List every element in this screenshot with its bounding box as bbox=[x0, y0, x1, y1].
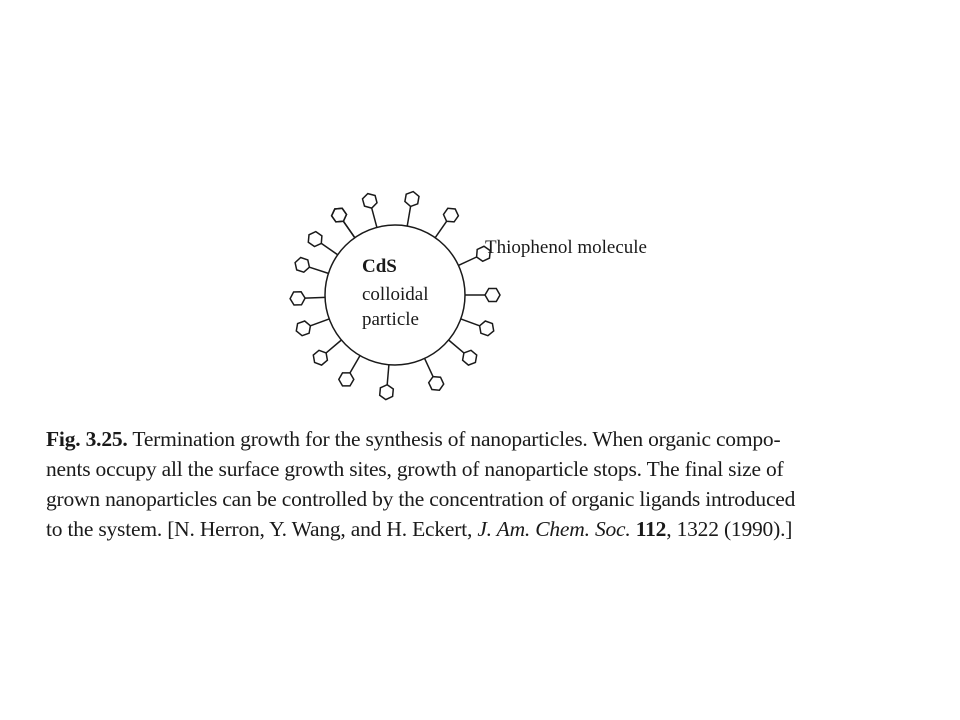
benzene-ring-icon bbox=[405, 192, 419, 207]
benzene-ring-icon bbox=[480, 321, 494, 336]
ligand-bond bbox=[449, 340, 464, 353]
benzene-ring-icon bbox=[332, 208, 347, 222]
ligand-bond bbox=[321, 243, 337, 254]
particle-label-cds: CdS bbox=[362, 256, 397, 277]
caption-text-1: Termination growth for the synthesis of nanoparticles. When organic compo- bbox=[127, 427, 781, 451]
ligand-bond bbox=[350, 356, 360, 373]
ligand-bond bbox=[309, 267, 328, 273]
benzene-ring-icon bbox=[485, 289, 500, 302]
journal-volume: 112 bbox=[630, 517, 667, 541]
benzene-ring-icon bbox=[463, 350, 477, 365]
benzene-ring-icon bbox=[363, 194, 378, 209]
caption-line-3: grown nanoparticles can be controlled by the concentration of organic ligands introduced bbox=[46, 487, 796, 511]
benzene-ring-icon bbox=[444, 208, 459, 222]
particle-label-particle: particle bbox=[362, 309, 419, 330]
benzene-ring-icon bbox=[295, 258, 309, 273]
ligand-bond bbox=[305, 297, 325, 298]
benzene-ring-icon bbox=[429, 377, 444, 391]
ligand-bond bbox=[326, 340, 341, 353]
figure-label: Fig. 3.25. bbox=[46, 427, 128, 451]
figure-caption bbox=[46, 424, 906, 544]
caption-line-1 bbox=[46, 424, 906, 454]
benzene-ring-icon bbox=[290, 292, 305, 305]
benzene-ring-icon bbox=[308, 232, 322, 247]
caption-text-4: to the system. [N. Herron, Y. Wang, and H. Eckert, bbox=[46, 517, 478, 541]
thiophenol-molecule-label: Thiophenol molecule bbox=[485, 237, 647, 258]
ligand-bond bbox=[372, 208, 377, 227]
caption-citation-end: , 1322 (1990).] bbox=[666, 517, 793, 541]
benzene-ring-icon bbox=[313, 350, 327, 365]
ligand-bond bbox=[310, 319, 329, 326]
journal-name: J. Am. Chem. Soc. bbox=[477, 517, 631, 541]
particle-label-colloidal: colloidal bbox=[362, 284, 429, 305]
ligand-bond bbox=[387, 365, 389, 385]
caption-line-4 bbox=[46, 514, 906, 544]
benzene-ring-icon bbox=[339, 373, 354, 386]
ligand-bond bbox=[461, 319, 480, 326]
caption-line-2: nents occupy all the surface growth sites, growth of nanoparticle stops. The final size of bbox=[46, 457, 784, 481]
benzene-ring-icon bbox=[296, 321, 310, 336]
benzene-ring-icon bbox=[380, 385, 394, 400]
ligand-bond bbox=[343, 221, 354, 237]
ligand-bond bbox=[435, 221, 446, 237]
ligand-bond bbox=[458, 257, 476, 265]
ligand-bond bbox=[425, 358, 433, 376]
ligand-bond bbox=[407, 206, 410, 226]
